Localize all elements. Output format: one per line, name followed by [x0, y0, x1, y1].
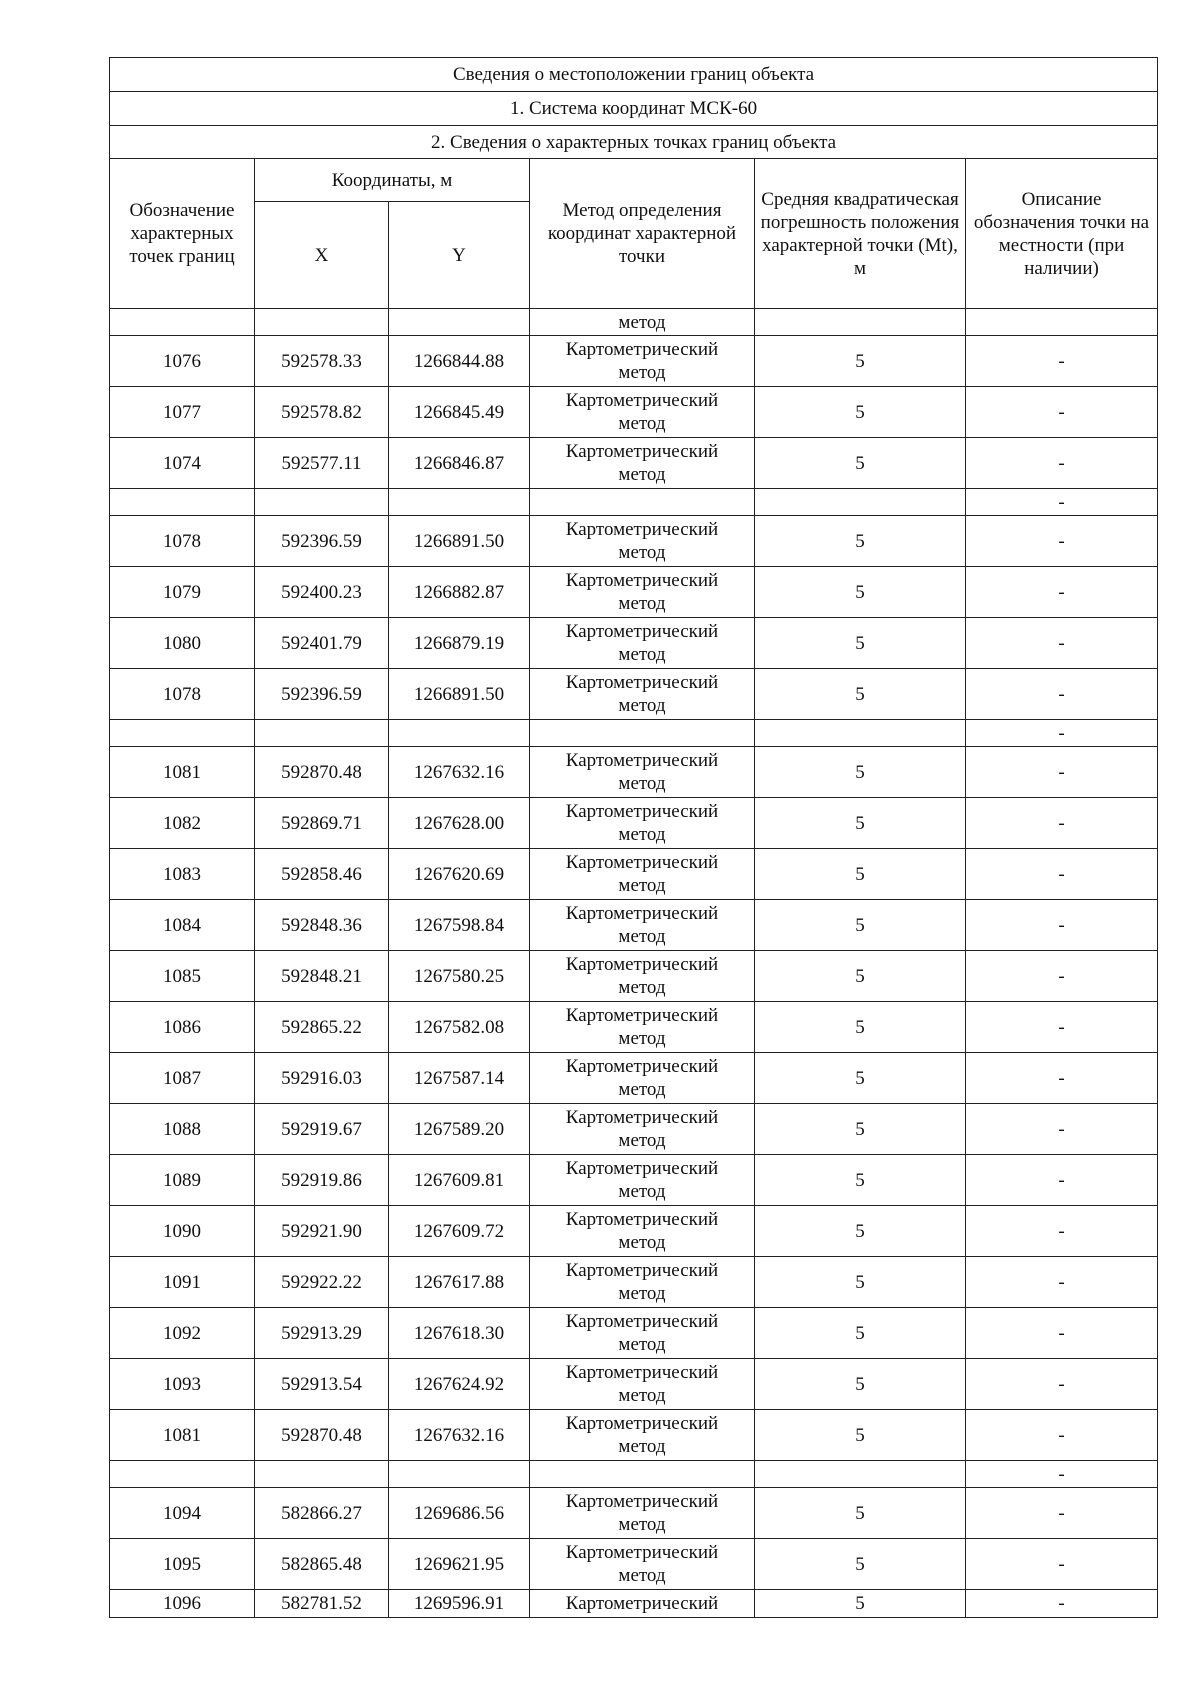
error-cell: 5 [755, 1539, 966, 1590]
x-coordinate-cell: 592919.86 [255, 1155, 389, 1206]
col-header-error: Средняя квадратическая погрешность положения характерной точки (Mt), м [755, 159, 966, 309]
description-cell: - [966, 1539, 1158, 1590]
x-coordinate-cell: 592916.03 [255, 1053, 389, 1104]
error-cell: 5 [755, 669, 966, 720]
error-cell: 5 [755, 849, 966, 900]
method-line-2: метод [618, 593, 666, 614]
description-cell: - [966, 1206, 1158, 1257]
table-row [110, 1053, 1158, 1104]
table-row [110, 1104, 1158, 1155]
method-line-2: метод [618, 1514, 666, 1535]
point-id-cell: 1078 [110, 669, 255, 720]
method-line-1: Картометрический [565, 750, 719, 771]
method-cell [530, 438, 755, 489]
table-row [110, 516, 1158, 567]
method-line-1: Картометрический [565, 1413, 719, 1434]
table-row [110, 1461, 1158, 1488]
table-row [110, 309, 1158, 336]
method-line-1: Картометрический [565, 1593, 719, 1614]
method-line-1: Картометрический [565, 1260, 719, 1281]
method-line-1: Картометрический [565, 339, 719, 360]
method-line-2: метод [618, 1079, 666, 1100]
method-line-2: метод [618, 1283, 666, 1304]
method-line-2: метод [618, 926, 666, 947]
y-coordinate-cell: 1266844.88 [389, 336, 530, 387]
method-cell [530, 1539, 755, 1590]
x-coordinate-cell: 592578.33 [255, 336, 389, 387]
point-id-cell: 1094 [110, 1488, 255, 1539]
description-cell: - [966, 489, 1158, 516]
x-coordinate-cell: 592919.67 [255, 1104, 389, 1155]
method-line-2: метод [618, 362, 666, 383]
description-cell: - [966, 1359, 1158, 1410]
description-cell: - [966, 1002, 1158, 1053]
description-cell: - [966, 618, 1158, 669]
error-cell: 5 [755, 1206, 966, 1257]
point-id-cell: 1091 [110, 1257, 255, 1308]
method-line-2: метод [618, 413, 666, 434]
method-cell [530, 516, 755, 567]
description-cell [966, 309, 1158, 336]
method-cell [530, 1002, 755, 1053]
x-coordinate-cell: 592858.46 [255, 849, 389, 900]
point-id-cell: 1086 [110, 1002, 255, 1053]
method-line-2: метод [618, 1181, 666, 1202]
x-coordinate-cell [255, 489, 389, 516]
description-cell: - [966, 567, 1158, 618]
point-id-cell: 1081 [110, 747, 255, 798]
method-line-2: метод [618, 1028, 666, 1049]
method-cell [530, 387, 755, 438]
method-line-1: Картометрический [565, 1311, 719, 1332]
method-line-1: Картометрический [565, 903, 719, 924]
method-line-1: Картометрический [565, 1107, 719, 1128]
method-line-2: метод [618, 644, 666, 665]
x-coordinate-cell: 592400.23 [255, 567, 389, 618]
x-coordinate-cell: 592578.82 [255, 387, 389, 438]
col-header-designation: Обозначение характерных точек границ [110, 159, 255, 309]
description-cell: - [966, 1104, 1158, 1155]
boundary-points-table [109, 57, 1158, 1618]
method-cell [530, 951, 755, 1002]
error-cell: 5 [755, 567, 966, 618]
y-coordinate-cell: 1266846.87 [389, 438, 530, 489]
method-line-2: метод [618, 824, 666, 845]
method-line-1: Картометрический [565, 801, 719, 822]
point-id-cell: 1077 [110, 387, 255, 438]
point-id-cell: 1083 [110, 849, 255, 900]
x-coordinate-cell: 592870.48 [255, 1410, 389, 1461]
y-coordinate-cell [389, 309, 530, 336]
y-coordinate-cell: 1267580.25 [389, 951, 530, 1002]
method-line-1: Картометрический [565, 954, 719, 975]
error-cell [755, 309, 966, 336]
x-coordinate-cell: 592913.29 [255, 1308, 389, 1359]
y-coordinate-cell: 1267618.30 [389, 1308, 530, 1359]
method-cell [530, 798, 755, 849]
method-line-2: метод [618, 1385, 666, 1406]
y-coordinate-cell [389, 489, 530, 516]
error-cell [755, 489, 966, 516]
col-header-coordinates: Координаты, м [255, 159, 530, 202]
table-row [110, 567, 1158, 618]
coordinate-system: 1. Система координат МСК-60 [110, 92, 1158, 126]
table-body [110, 309, 1158, 1618]
method-cell [530, 336, 755, 387]
point-id-cell [110, 309, 255, 336]
error-cell: 5 [755, 438, 966, 489]
table-row [110, 1002, 1158, 1053]
method-line-2: метод [618, 1334, 666, 1355]
method-line-2: метод [618, 773, 666, 794]
description-cell: - [966, 798, 1158, 849]
x-coordinate-cell: 592921.90 [255, 1206, 389, 1257]
y-coordinate-cell: 1266879.19 [389, 618, 530, 669]
error-cell: 5 [755, 1488, 966, 1539]
x-coordinate-cell: 582865.48 [255, 1539, 389, 1590]
method-line-1: Картометрический [565, 390, 719, 411]
description-cell: - [966, 900, 1158, 951]
document-title: Сведения о местоположении границ объекта [110, 58, 1158, 92]
description-cell: - [966, 1410, 1158, 1461]
col-header-method: Метод определения координат характерной точки [530, 159, 755, 309]
y-coordinate-cell: 1267598.84 [389, 900, 530, 951]
method-cell [530, 1359, 755, 1410]
description-cell: - [966, 720, 1158, 747]
x-coordinate-cell: 592848.21 [255, 951, 389, 1002]
method-cell [530, 849, 755, 900]
table-row [110, 618, 1158, 669]
method-line-2: метод [618, 542, 666, 563]
description-cell: - [966, 1257, 1158, 1308]
y-coordinate-cell: 1267620.69 [389, 849, 530, 900]
method-line-2: метод [618, 1565, 666, 1586]
x-coordinate-cell: 592870.48 [255, 747, 389, 798]
point-id-cell: 1096 [110, 1590, 255, 1618]
description-cell: - [966, 669, 1158, 720]
point-id-cell [110, 720, 255, 747]
error-cell: 5 [755, 1257, 966, 1308]
x-coordinate-cell: 592396.59 [255, 516, 389, 567]
error-cell: 5 [755, 1590, 966, 1618]
y-coordinate-cell [389, 1461, 530, 1488]
x-coordinate-cell: 592396.59 [255, 669, 389, 720]
point-id-cell: 1082 [110, 798, 255, 849]
table-row [110, 1539, 1158, 1590]
error-cell [755, 1461, 966, 1488]
method-line-1: Картометрический [565, 1005, 719, 1026]
table-row [110, 1359, 1158, 1410]
point-id-cell: 1087 [110, 1053, 255, 1104]
x-coordinate-cell [255, 1461, 389, 1488]
col-header-x: X [255, 202, 389, 309]
description-cell: - [966, 747, 1158, 798]
error-cell: 5 [755, 1410, 966, 1461]
point-id-cell: 1074 [110, 438, 255, 489]
point-id-cell: 1090 [110, 1206, 255, 1257]
method-cell [530, 1410, 755, 1461]
method-cell [530, 1488, 755, 1539]
table-row [110, 1206, 1158, 1257]
error-cell: 5 [755, 1359, 966, 1410]
error-cell: 5 [755, 1308, 966, 1359]
method-line-1: метод [618, 311, 666, 333]
y-coordinate-cell: 1267632.16 [389, 1410, 530, 1461]
method-cell [530, 1257, 755, 1308]
point-id-cell [110, 489, 255, 516]
table-row [110, 1590, 1158, 1618]
method-cell [530, 567, 755, 618]
method-cell [530, 669, 755, 720]
table-row [110, 438, 1158, 489]
error-cell: 5 [755, 516, 966, 567]
x-coordinate-cell: 582866.27 [255, 1488, 389, 1539]
method-line-1: Картометрический [565, 570, 719, 591]
y-coordinate-cell: 1269686.56 [389, 1488, 530, 1539]
y-coordinate-cell: 1266882.87 [389, 567, 530, 618]
error-cell: 5 [755, 951, 966, 1002]
description-cell: - [966, 336, 1158, 387]
x-coordinate-cell [255, 309, 389, 336]
table-row [110, 336, 1158, 387]
method-cell [530, 489, 755, 516]
y-coordinate-cell: 1269596.91 [389, 1590, 530, 1618]
col-header-description: Описание обозначения точки на местности (при наличии) [966, 159, 1158, 309]
method-line-1: Картометрический [565, 852, 719, 873]
point-id-cell: 1085 [110, 951, 255, 1002]
point-id-cell: 1076 [110, 336, 255, 387]
table-row [110, 798, 1158, 849]
table-row [110, 489, 1158, 516]
method-line-1: Картометрический [565, 1209, 719, 1230]
method-cell [530, 747, 755, 798]
method-line-2: метод [618, 977, 666, 998]
table-row [110, 720, 1158, 747]
x-coordinate-cell: 592922.22 [255, 1257, 389, 1308]
y-coordinate-cell: 1267609.81 [389, 1155, 530, 1206]
method-cell [530, 1155, 755, 1206]
error-cell: 5 [755, 798, 966, 849]
table-row [110, 747, 1158, 798]
point-id-cell: 1080 [110, 618, 255, 669]
error-cell: 5 [755, 387, 966, 438]
table-row [110, 669, 1158, 720]
method-cell [530, 1053, 755, 1104]
table-row [110, 849, 1158, 900]
x-coordinate-cell: 592865.22 [255, 1002, 389, 1053]
y-coordinate-cell: 1267609.72 [389, 1206, 530, 1257]
method-line-1: Картометрический [565, 1056, 719, 1077]
error-cell: 5 [755, 336, 966, 387]
description-cell: - [966, 1155, 1158, 1206]
y-coordinate-cell: 1267632.16 [389, 747, 530, 798]
method-line-1: Картометрический [565, 1491, 719, 1512]
description-cell: - [966, 1488, 1158, 1539]
method-line-1: Картометрический [565, 1158, 719, 1179]
x-coordinate-cell: 592577.11 [255, 438, 389, 489]
method-cell [530, 618, 755, 669]
table-row [110, 1257, 1158, 1308]
point-id-cell: 1089 [110, 1155, 255, 1206]
x-coordinate-cell: 582781.52 [255, 1590, 389, 1618]
method-cell [530, 309, 755, 336]
method-line-2: метод [618, 1436, 666, 1457]
section-title: 2. Сведения о характерных точках границ объекта [110, 126, 1158, 159]
table-row [110, 900, 1158, 951]
method-line-2: метод [618, 695, 666, 716]
y-coordinate-cell: 1266845.49 [389, 387, 530, 438]
table-row [110, 387, 1158, 438]
description-cell: - [966, 1308, 1158, 1359]
point-id-cell: 1093 [110, 1359, 255, 1410]
error-cell: 5 [755, 747, 966, 798]
y-coordinate-cell: 1267589.20 [389, 1104, 530, 1155]
method-line-2: метод [618, 464, 666, 485]
col-header-y: Y [389, 202, 530, 309]
error-cell: 5 [755, 1053, 966, 1104]
point-id-cell: 1079 [110, 567, 255, 618]
description-cell: - [966, 1590, 1158, 1618]
method-cell [530, 720, 755, 747]
method-line-1: Картометрический [565, 1362, 719, 1383]
y-coordinate-cell: 1267628.00 [389, 798, 530, 849]
y-coordinate-cell: 1266891.50 [389, 516, 530, 567]
method-line-1: Картометрический [565, 1542, 719, 1563]
description-cell: - [966, 1461, 1158, 1488]
table-row [110, 1308, 1158, 1359]
x-coordinate-cell: 592401.79 [255, 618, 389, 669]
point-id-cell: 1092 [110, 1308, 255, 1359]
method-cell [530, 1461, 755, 1488]
y-coordinate-cell: 1267617.88 [389, 1257, 530, 1308]
x-coordinate-cell: 592913.54 [255, 1359, 389, 1410]
error-cell: 5 [755, 618, 966, 669]
method-cell [530, 1308, 755, 1359]
description-cell: - [966, 516, 1158, 567]
error-cell: 5 [755, 900, 966, 951]
point-id-cell: 1081 [110, 1410, 255, 1461]
y-coordinate-cell: 1267582.08 [389, 1002, 530, 1053]
y-coordinate-cell: 1267624.92 [389, 1359, 530, 1410]
point-id-cell: 1095 [110, 1539, 255, 1590]
table-row [110, 951, 1158, 1002]
description-cell: - [966, 387, 1158, 438]
method-line-2: метод [618, 1130, 666, 1151]
table-row [110, 1155, 1158, 1206]
error-cell: 5 [755, 1155, 966, 1206]
point-id-cell: 1078 [110, 516, 255, 567]
y-coordinate-cell: 1266891.50 [389, 669, 530, 720]
method-cell [530, 900, 755, 951]
point-id-cell: 1084 [110, 900, 255, 951]
y-coordinate-cell: 1267587.14 [389, 1053, 530, 1104]
method-line-2: метод [618, 875, 666, 896]
method-line-1: Картометрический [565, 621, 719, 642]
method-line-1: Картометрический [565, 519, 719, 540]
method-line-2: метод [618, 1232, 666, 1253]
method-line-1: Картометрический [565, 672, 719, 693]
error-cell: 5 [755, 1002, 966, 1053]
description-cell: - [966, 438, 1158, 489]
y-coordinate-cell: 1269621.95 [389, 1539, 530, 1590]
error-cell [755, 720, 966, 747]
y-coordinate-cell [389, 720, 530, 747]
point-id-cell [110, 1461, 255, 1488]
point-id-cell: 1088 [110, 1104, 255, 1155]
method-cell [530, 1590, 755, 1618]
table-row [110, 1410, 1158, 1461]
x-coordinate-cell [255, 720, 389, 747]
description-cell: - [966, 849, 1158, 900]
table-row [110, 1488, 1158, 1539]
method-cell [530, 1104, 755, 1155]
description-cell: - [966, 1053, 1158, 1104]
description-cell: - [966, 951, 1158, 1002]
method-line-1: Картометрический [565, 441, 719, 462]
x-coordinate-cell: 592869.71 [255, 798, 389, 849]
error-cell: 5 [755, 1104, 966, 1155]
method-cell [530, 1206, 755, 1257]
x-coordinate-cell: 592848.36 [255, 900, 389, 951]
